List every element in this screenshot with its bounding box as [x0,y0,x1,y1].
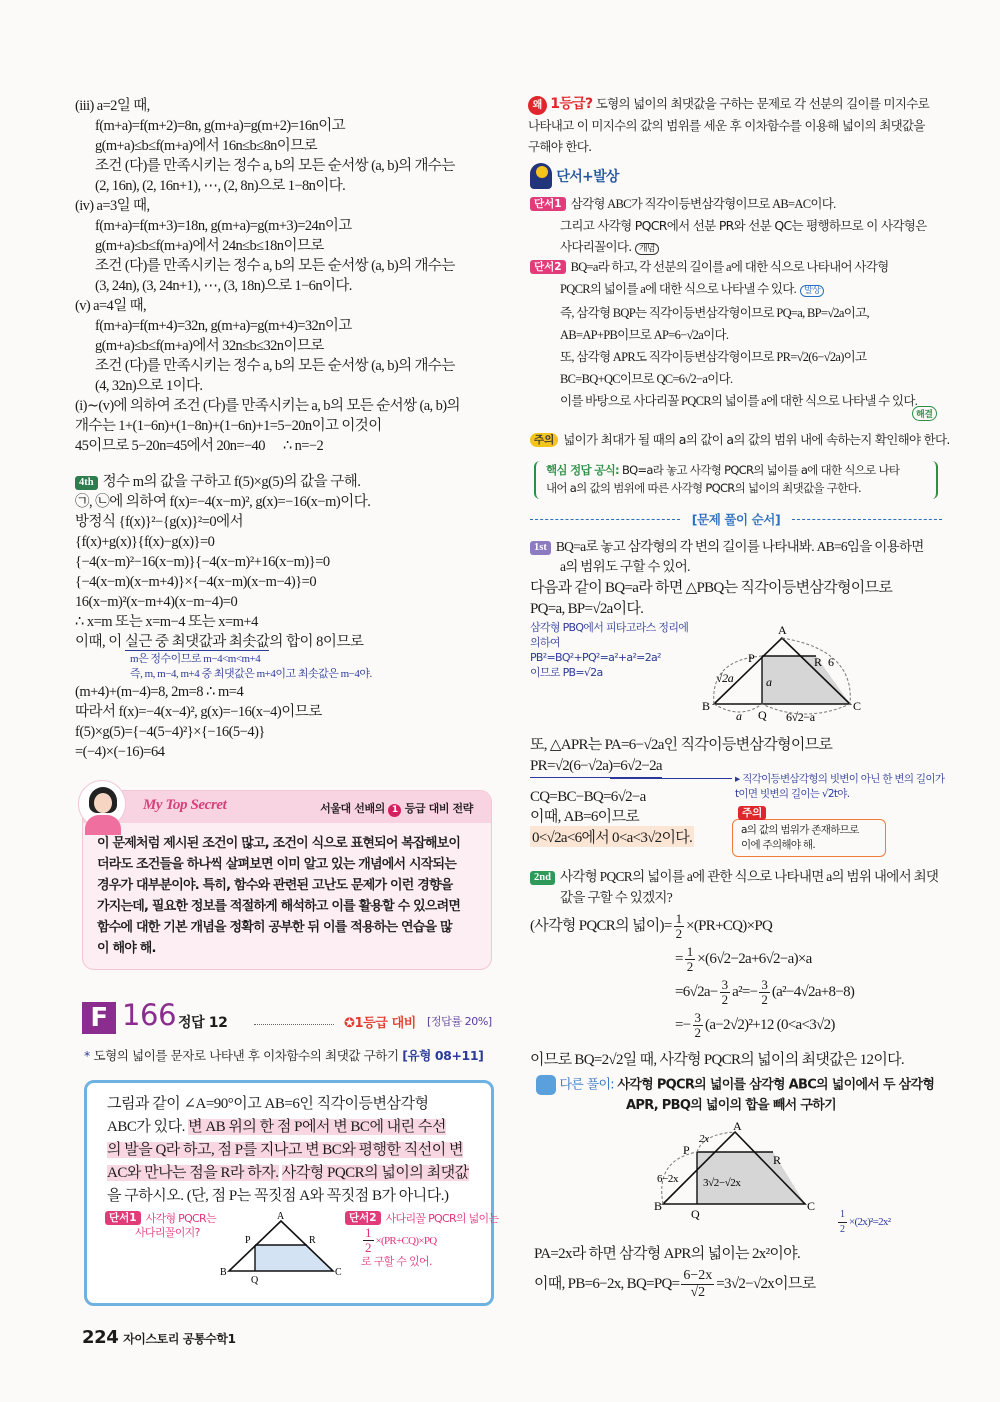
case-line: (3, 24n), (3, 24n+1), ⋯, (3, 18n)으로 1−6n이다. [95,278,352,294]
section-badge: F [82,1002,116,1034]
book-title: 자이스토리 공통수학1 [123,1332,236,1346]
key-formula: 핵심 정답 공식: BQ=a라 놓고 사각형 PQCR의 넓이를 a에 대한 식으로 나타 내어 a의 값의 범위에 따른 사각형 PQCR의 넓이의 최댓값을 구한다. [534,461,938,499]
step1: 1st BQ=a로 놓고 삼각형의 각 변의 길이를 나타내봐. AB=6임을 이용하면 a의 범위도 구할 수 있어. [530,537,924,577]
case-line: (2, 16n), (2, 16n+1), ⋯, (2, 8n)으로 1−8n이다. [95,178,346,194]
alt-solution: 다른 풀이: 사각형 PQCR의 넓이를 삼각형 ABC의 넓이에서 두 삼각형 APR, PBQ의 넓이의 합을 빼서 구하기 [536,1075,934,1116]
case-heading: (iii) a=2일 때, [75,98,150,114]
alt-lines: PA=2x라 하면 삼각형 APR의 넓이는 2x²이야. 이때, PB=6−2x, BQ=PQ= $\frac{6-2x}{√2}$ =3√2−√2x이므로 [534,1246,816,1300]
text-line: 의하여 [530,636,560,649]
problem-line: ABC가 있다. 변 AB 위의 한 점 P에서 변 BC에 내린 수선 [107,1119,446,1135]
svg-text:B: B [702,699,710,713]
solve-tag: 해결 [912,406,937,421]
text-line: (m+4)+(m−4)=8, 2m=8 ∴ m=4 [75,684,244,700]
svg-text:B: B [654,1199,662,1213]
case-heading: (v) a=4일 때, [75,298,147,314]
problem-line: AC와 만나는 점을 R라 하자. 사각형 PQCR의 넓이의 최댓값 [107,1165,469,1181]
case-line: f(m+a)=f(m+4)=32n, g(m+a)=g(m+4)=32n이고 [95,318,352,334]
lightbulb-head-icon [530,163,552,189]
step4-badge: 4th [75,476,98,490]
clue2-line: 또, 삼각형 APR도 직각이등변삼각형이므로 PR=√2(6−√2a)이고 [560,350,867,364]
case-line: g(m+a)≤b≤f(m+a)에서 32n≤b≤32n이므로 [95,338,324,354]
step4-note [75,652,495,682]
clue2-line: AB=AP+PB이므로 AP=6−√2a이다. [560,328,729,342]
clue2-line: 이를 바탕으로 사다리꼴 PQCR의 넓이를 a에 대한 식으로 나타낼 수 있다. [560,394,918,408]
svg-text:A: A [778,623,787,637]
pythagoras-note [530,620,688,680]
secret-title: My Top Secret [143,797,227,813]
hint2: 단서2 사다리꼴 PQCR의 넓이는 $\frac{1}{2}$ ×(PR+CQ)×PQ 로 구할 수 있어. [345,1211,498,1269]
caution: 주의 넓이가 최대가 될 때의 a의 값이 a의 값의 범위 내에 속하는지 확인해야 한다. [530,430,950,448]
underlined-phrase: 실근 중 최댓값과 최솟값 [124,634,270,650]
text-line: 이 해야 해. [97,941,156,956]
idea-tag: 발상 [800,285,824,297]
text-line: 즉, m, m−4, m+4 중 최댓값은 m+4이고 최솟값은 m−4야. [130,668,372,680]
page-number: 224 [82,1327,119,1348]
svg-text:a: a [736,709,742,723]
svg-text:P: P [748,651,755,665]
svg-text:Q: Q [691,1207,700,1221]
svg-text:B: B [220,1267,227,1278]
secret-text [83,823,491,959]
clue2: 단서2 BQ=a라 하고, 각 선분의 길이를 a에 대한 식으로 나타내어 사각형 PQCR의 넓이를 a에 대한 식으로 나타낼 수 있다. 발상 즉, 삼각형 BQP는 직각이등변삼각형이므로 PQ=a, BP=√2a이고, AB=AP+PB이므로 AP=6−√2a이다. 또, 삼각형 APR도 직각이등변삼각형이므로 PR=√2(6−√2a)이고 BC=BQ+QC이므로 QC=6√2−a이다. 이를 바탕으로 사다리꼴 PQCR의 넓이를 a에 대한 식으로 나타낼 수 있다. [530,256,917,412]
case-line: f(m+a)=f(m+2)=8n, g(m+a)=g(m+2)=16n이고 [95,118,346,134]
text-line: f(5)×g(5)={−4(5−4)²}×{−16(5−4)} [75,724,265,740]
hint1: 단서1 사각형 PQCR는 사다리꼴이지? [105,1211,216,1240]
clue-header: 단서+발상 [530,163,619,189]
svg-text:C: C [853,699,861,713]
problem-line: 의 발을 Q라 하고, 점 P를 지나고 변 BC와 평행한 직선이 변 [107,1142,463,1158]
area-derivation: (사각형 PQCR의 넓이)= $\frac{1}{2}$ ×(PR+CQ)×PQ = $\frac{1}{2}$ ×(6√2−2a+6√2−a)×a =6√2a− $\frac{3}{2}$ a²=− $\frac{3}{2}$ (a²−4√2a+8−8) =− $\frac{3}{2}$ (a−2√2)²+12 (0<a<3√2) [530,911,855,1041]
problem-header [82,1000,492,1036]
cases-block [75,96,460,456]
text-line: 이때, AB=6이므로 [530,809,640,825]
case-line: 조건 (다)를 만족시키는 정수 a, b의 모든 순서쌍 (a, b)의 개수는 [95,158,455,174]
svg-text:C: C [807,1199,815,1213]
svg-text:√2a: √2a [716,671,734,685]
svg-text:Q: Q [758,708,767,722]
callout-badge: 주의 [738,806,766,820]
apr-area-note: $\frac{1}{2}$ ×(2x)²=2x² [840,1209,891,1235]
text-line: 이므로 PB=√2a [530,666,603,679]
sol2: 또, △APR는 PA=6−√2a인 직각이등변삼각형이므로 PR=√2(6−√2a)=6√2−2a [530,735,832,778]
text-line: {−4(x−m)²−16(x−m)}{−4(x−m)²+16(x−m)}=0 [75,554,330,570]
problem-line: 그림과 같이 ∠A=90°이고 AB=6인 직각이등변삼각형 [107,1096,429,1112]
case-line: 조건 (다)를 만족시키는 정수 a, b의 모든 순서쌍 (a, b)의 개수는 [95,358,455,374]
text-line: 16(x−m)²(x−m+4)(x−m−4)=0 [75,594,238,610]
problem-diagram [213,1209,343,1294]
text-line: m은 정수이므로 m−4<m<m+4 [130,653,261,665]
dice-icon [536,1075,556,1095]
case-line: f(m+a)=f(m+3)=18n, g(m+a)=g(m+3)=24n이고 [95,218,352,234]
concept-tag: 개념 [635,243,659,255]
svg-text:C: C [335,1267,342,1278]
arrow-line [610,778,732,779]
text-line: 경우가 대부분이야. 특히, 함수와 관련된 고난도 문제가 이런 경향을 [97,878,453,893]
svg-text:R: R [309,1235,316,1246]
top-secret-box [82,790,492,970]
text-line: ∴ x=m 또는 x=m−4 또는 x=m+4 [75,614,258,630]
svg-text:R: R [773,1153,781,1167]
problem-box [84,1080,499,1306]
case-heading: (iv) a=3일 때, [75,198,150,214]
svg-text:2x: 2x [699,1133,709,1145]
text-line: {f(x)+g(x)}{f(x)−g(x)}=0 [75,534,215,550]
text-line: PQ=a, BP=√2a이다. [530,601,644,617]
clue2-line: BC=BQ+QC이므로 QC=6√2−a이다. [560,372,733,386]
svg-text:P: P [683,1143,690,1157]
svg-text:3√2−√2x: 3√2−√2x [703,1177,741,1189]
correct-rate: [정답률 20%] [427,1015,492,1028]
order-title: [문제 풀이 순서] [530,510,942,528]
clue1: 단서1 삼각형 ABC가 직각이등변삼각형이므로 AB=AC이다. 그리고 사각형 PQCR에서 선분 PR와 선분 QC는 평행하므로 이 사각형은 사다리꼴이다. 개념 [530,193,926,260]
problem-topic: * 도형의 넓이를 문자로 나타낸 후 이차함수의 최댓값 구하기 [유형 08+11] [84,1048,484,1063]
step4-title: 정수 m의 값을 구하고 f(5)×g(5)의 값을 구해. [102,474,361,490]
svg-text:A: A [277,1211,284,1222]
svg-text:6: 6 [828,655,834,669]
sol3 [530,787,646,827]
svg-text:6√2−a: 6√2−a [786,710,815,724]
conclusion-line: 45이므로 5−20n=45에서 20n=−40 ∴ n=−2 [75,438,324,454]
sol1 [530,578,892,620]
step2: 2nd 사각형 PQCR의 넓이를 a에 관한 식으로 나타내면 a의 범위 내에서 최댓 값을 구할 수 있겠지? [530,866,938,908]
svg-text:6−2x: 6−2x [657,1173,679,1185]
solution-figure-1 [700,620,875,725]
range: 0<√2a<6에서 0<a<3√2이다. [530,826,694,847]
footer [82,1327,236,1348]
text-line: CQ=BC−BQ=6√2−a [530,789,646,805]
svg-text:a: a [766,675,772,689]
case-line: g(m+a)≤b≤f(m+a)에서 24n≤b≤18n이므로 [95,238,324,254]
svg-text:P: P [245,1235,251,1246]
case-line: g(m+a)≤b≤f(m+a)에서 16n≤b≤8n이므로 [95,138,318,154]
answer: 정답 12 [178,1015,228,1031]
svg-text:A: A [733,1119,742,1133]
step4-block [75,472,495,762]
text-line: 이 문제처럼 제시된 조건이 많고, 조건이 식으로 표현되어 복잡해보이 [97,836,461,851]
text-line: 방정식 {f(x)}²−{g(x)}²=0에서 [75,514,244,530]
svg-text:R: R [814,655,822,669]
level-label: ✪1등급 대비 [344,1016,416,1031]
hypotenuse-note: ▸ 직각이등변삼각형의 빗변이 아닌 한 변의 길이가 t이면 빗변의 길이는 √2t야. [735,773,945,800]
problem-number: 166 [122,998,177,1032]
why-block: 왜 1등급? 도형의 넓이의 최댓값을 구하는 문제로 각 선분의 길이를 미지수로 나타내고 이 미지수의 값의 범위를 세운 후 이차함수를 이용해 넓이의 최댓값을 구해야 한다. [528,96,930,154]
step4-lines2 [75,682,495,762]
conclusion-line: (i)∼(v)에 의하여 조건 (다)를 만족시키는 a, b의 모든 순서쌍 (a, b)의 [75,398,460,414]
problem-text [87,1083,491,1208]
secret-subtitle: 서울대 선배의 1 등급 대비 전략 [320,802,473,815]
solution-figure-2 [655,1120,825,1220]
caution-callout: a의 값의 범위가 존재하므로 이에 주의해야 해. [732,819,886,857]
text-line: 함수에 대한 기본 개념을 정확히 공부한 뒤 이를 적용하는 연습을 많 [97,920,452,935]
text-line: 가지는데, 필요한 정보를 적절하게 해석하고 이를 활용할 수 있으려면 [97,899,461,914]
underline-line: 이때, 이 실근 중 최댓값과 최솟값의 합이 8이므로 [75,634,364,650]
text-line: 삼각형 PBQ에서 피타고라스 정리에 [530,621,689,634]
text-line: {−4(x−m)(x−m+4)}×{−4(x−m)(x−m−4)}=0 [75,574,317,590]
case-line: 조건 (다)를 만족시키는 정수 a, b의 모든 순서쌍 (a, b)의 개수는 [95,258,455,274]
text-line: 다음과 같이 BQ=a라 하면 △PBQ는 직각이등변삼각형이므로 [530,580,893,596]
text-line: PB²=BQ²+PQ²=a²+a²=2a² [530,651,661,664]
text-line: 더라도 조건들을 하나씩 살펴보면 이미 알고 있는 개념에서 시작되는 [97,857,457,872]
avatar [78,780,126,828]
step4-lines [75,492,495,632]
clue2-line: PQCR의 넓이를 a에 대한 식으로 나타낼 수 있다. [560,282,797,296]
text-line: ㉠, ㉡에 의하여 f(x)=−4(x−m)², g(x)=−16(x−m)이다. [75,494,371,510]
text-line: 따라서 f(x)=−4(x−4)², g(x)=−16(x−4)이므로 [75,704,322,720]
problem-line: 을 구하시오. (단, 점 P는 꼭짓점 A와 꼭짓점 B가 아니다.) [107,1188,449,1204]
svg-text:Q: Q [251,1275,258,1286]
text-line: =(−4)×(−16)=64 [75,744,165,760]
clue2-line: 즉, 삼각형 BQP는 직각이등변삼각형이므로 PQ=a, BP=√2a이고, [560,306,869,320]
case-line: (4, 32n)으로 1이다. [95,378,203,394]
conclusion-line: 개수는 1+(1−6n)+(1−8n)+(1−6n)+1=5−20n이고 이것이 [75,418,382,434]
conclusion: 이므로 BQ=2√2일 때, 사각형 PQCR의 넓이의 최댓값은 12이다. [530,1052,904,1068]
